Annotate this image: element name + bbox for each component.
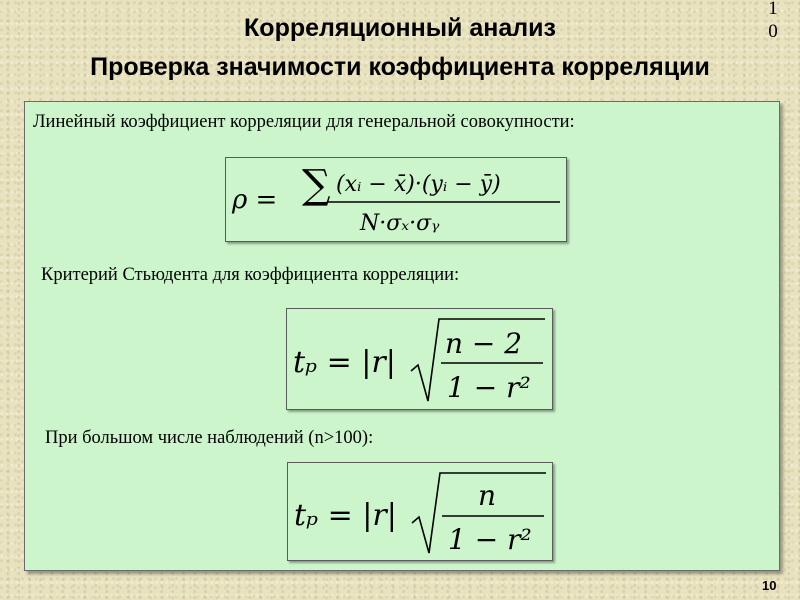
formula-t-small-box <box>286 308 553 410</box>
formula-t-large-box <box>287 462 553 561</box>
formula-rho-numerator: (xᵢ − x̄)·(yᵢ − ȳ) <box>336 172 501 197</box>
title-line-2: Проверка значимости коэффициента корреляции <box>90 53 710 81</box>
label-large-observations: При большом числе наблюдений (n>100): <box>45 428 374 448</box>
formula-rho <box>226 158 566 241</box>
formula-rho-denominator: N·σₓ·σᵧ <box>360 211 440 236</box>
formula-t-small-lhs: tₚ = |r| <box>293 345 396 380</box>
corner-number-digit-1: 1 <box>768 0 778 19</box>
formula-rho-lhs: ρ = <box>232 185 278 215</box>
formula-t-large-denominator: 1 − r² <box>448 523 532 556</box>
formula-t-small <box>287 309 552 409</box>
corner-number-digit-2: 0 <box>768 21 778 42</box>
formula-t-large-numerator: n <box>478 479 497 512</box>
formula-t-small-numerator: n − 2 <box>445 327 523 360</box>
formula-rho-sum-sign: ∑ <box>302 162 331 208</box>
label-correlation-coefficient: Линейный коэффициент корреляции для генеральной совокупности: <box>33 112 575 132</box>
page-number: 10 <box>762 578 777 593</box>
formula-rho-box <box>225 157 567 242</box>
title-line-1: Корреляционный анализ <box>244 14 556 42</box>
label-student-criterion: Критерий Стьюдента для коэффициента корреляции: <box>41 265 460 285</box>
formula-t-large-lhs: tₚ = |r| <box>294 498 397 533</box>
formula-t-large <box>288 463 552 560</box>
formula-t-small-denominator: 1 − r² <box>447 371 531 404</box>
